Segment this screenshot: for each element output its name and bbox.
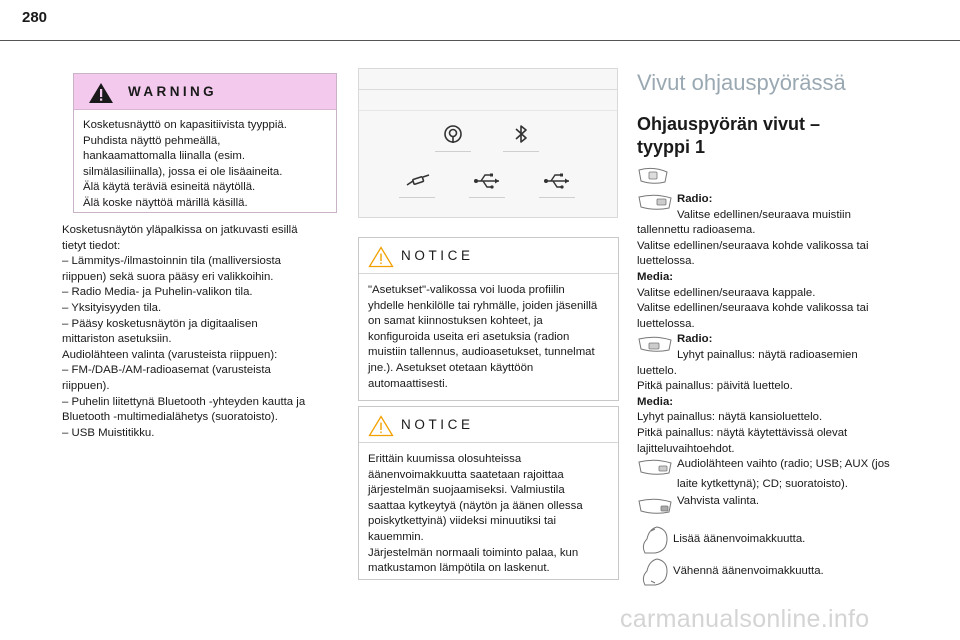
text-line: on samat kiinnostuksen kohteet, ja	[368, 315, 543, 328]
text-line: Järjestelmän normaali toiminto palaa, kun	[368, 546, 579, 559]
icon-underline	[469, 197, 505, 198]
header-rule	[0, 40, 960, 41]
section-title: Vivut ohjauspyörässä	[637, 70, 846, 95]
text-line: muistiin tallennus, audioasetukset, tunnelmat	[368, 346, 595, 359]
aux-cable-icon	[399, 163, 435, 199]
watermark: carmanualsonline.info	[620, 605, 870, 633]
subsection-title-line: tyyppi 1	[637, 137, 706, 157]
notice-body	[359, 443, 618, 577]
scroll-lever-icon	[637, 192, 673, 212]
icon-underline	[399, 197, 435, 198]
confirm-text: Vahvista valinta.	[677, 494, 760, 507]
text-line: äänenvoimakkuutta saatetaan rajoittaa	[368, 468, 564, 481]
text-line: hankaamattomalla liinalla (esim.	[83, 150, 246, 163]
confirm-button-icon	[637, 496, 673, 516]
icon-underline	[539, 197, 575, 198]
text-line: Puhdista näyttö pehmeällä,	[83, 134, 221, 147]
page-number: 280	[22, 9, 48, 26]
text-line: – Puhelin liitettynä Bluetooth -yhteyden kautta ja	[62, 395, 306, 408]
warning-header	[74, 74, 336, 110]
text-line: – Yksityisyyden tila.	[62, 301, 162, 314]
text-line: Audiolähteen valinta (varusteista riippuen):	[62, 348, 278, 361]
android-auto-icon	[435, 117, 471, 153]
media-label: Media:	[637, 395, 674, 408]
text-line: jne.). Asetukset otetaan käyttöön	[368, 361, 534, 374]
media-label: Media:	[637, 270, 674, 283]
subsection-title	[637, 113, 927, 159]
text-line: Lyhyt painallus: näytä kansioluettelo.	[637, 411, 823, 424]
screen-second-bar	[359, 90, 617, 111]
notice-box-profiles	[358, 237, 619, 401]
text-line: Valitse edellinen/seuraava muistiin	[677, 208, 851, 221]
text-line: – FM-/DAB-/AM-radioasemat (varusteista	[62, 364, 271, 377]
text-line: – Radio Media- ja Puhelin-valikon tila.	[62, 286, 253, 299]
text-line: Pitkä painallus: näytä käytettävissä olevat	[637, 426, 848, 439]
screen-top-bar	[359, 69, 617, 90]
press-lever-icon	[637, 334, 673, 354]
text-line: lajitteluvaihtoehdot.	[637, 442, 735, 455]
warning-title: WARNING	[128, 84, 218, 99]
icon-underline	[435, 151, 471, 152]
volume-up-icon	[637, 525, 669, 555]
text-line: Lyhyt painallus: näytä radioasemien	[677, 348, 858, 361]
text-line: konfiguroida useita eri asetuksia (radion	[368, 330, 570, 343]
text-line: laite kytkettynä); CD; suoratoisto).	[677, 478, 848, 491]
notice-header	[359, 238, 618, 274]
source-button-icon	[637, 457, 673, 477]
controls-description	[637, 166, 927, 587]
warning-box	[73, 73, 337, 213]
icon-underline	[503, 151, 539, 152]
text-line: Valitse edellinen/seuraava kohde valikossa tai	[637, 302, 869, 315]
text-line: mittariston asetuksiin.	[62, 333, 172, 346]
text-line: Valitse edellinen/seuraava kappale.	[637, 286, 816, 299]
text-line: poiskytkettyinä) viideksi minuutiksi tai	[368, 515, 557, 528]
subsection-title-line: Ohjauspyörän vivut –	[637, 114, 821, 134]
text-line: järjestelmän suojaamiseksi. Valmiustila	[368, 484, 565, 497]
text-line: Kosketusnäytön yläpalkissa on jatkuvasti esillä	[62, 224, 298, 236]
text-line: – Lämmitys-/ilmastoinnin tila (malliversiosta	[62, 255, 282, 268]
text-line: yhdelle henkilölle tai ryhmälle, joiden jäsenillä	[368, 299, 598, 312]
notice-triangle-icon	[368, 246, 394, 268]
text-line: silmälasiliinalla), jossa ei ole lisäaineita.	[83, 165, 283, 178]
text-line: – USB Muistitikku.	[62, 426, 155, 439]
notice-title: NOTICE	[401, 248, 474, 263]
radio-label: Radio:	[677, 193, 713, 205]
text-line: luettelossa.	[637, 317, 695, 330]
notice-triangle-icon	[368, 415, 394, 437]
text-line: Erittäin kuumissa olosuhteissa	[368, 453, 522, 465]
text-line: Älä käytä teräviä esineitä näytöllä.	[83, 181, 256, 194]
top-bar-description	[62, 223, 342, 441]
text-line: "Asetukset"-valikossa voi luoda profiilin	[368, 284, 565, 296]
text-line: tietyt tiedot:	[62, 239, 121, 252]
volume-down-icon	[637, 557, 669, 587]
text-line: matkustamon lämpötila on laskenut.	[368, 562, 550, 575]
notice-header	[359, 407, 618, 443]
volume-down-text: Vähennä äänenvoimakkuutta.	[673, 564, 824, 577]
radio-label: Radio:	[677, 333, 713, 346]
text-line: Pitkä painallus: päivitä luettelo.	[637, 380, 793, 393]
text-line: Valitse edellinen/seuraava kohde valikossa tai	[637, 239, 869, 252]
text-line: Audiolähteen vaihto (radio; USB; AUX (jos	[677, 458, 890, 471]
notice-box-temperature	[358, 406, 619, 580]
text-line: Kosketusnäyttö on kapasitiivista tyyppiä.	[83, 119, 287, 131]
text-line: riippuen) sekä suora pääsy eri valikkoihin.	[62, 270, 274, 283]
text-line: automaattisesti.	[368, 377, 448, 390]
steering-control-icon	[637, 166, 669, 186]
notice-title: NOTICE	[401, 417, 474, 432]
text-line: Älä koske näyttöä märillä käsillä.	[83, 196, 248, 209]
text-line: Bluetooth -multimedialähetys (suoratoisto).	[62, 411, 278, 424]
text-line: – Pääsy kosketusnäytön ja digitaalisen	[62, 317, 258, 330]
text-line: luettelo.	[637, 364, 677, 377]
text-line: riippuen).	[62, 379, 110, 392]
screen-illustration	[358, 68, 618, 218]
text-line: luettelossa.	[637, 255, 695, 268]
volume-up-text: Lisää äänenvoimakkuutta.	[673, 532, 806, 545]
usb-icon	[539, 163, 575, 199]
text-line: saattaa kytkeytyä (näytön ja äänen ollessa	[368, 499, 583, 512]
bluetooth-icon	[503, 117, 539, 153]
usb-icon	[469, 163, 505, 199]
warning-body	[74, 110, 336, 212]
notice-body	[359, 274, 618, 392]
text-line: kauemmin.	[368, 530, 424, 543]
text-line: tallennettu radioasema.	[637, 224, 756, 237]
warning-icon	[88, 82, 114, 104]
